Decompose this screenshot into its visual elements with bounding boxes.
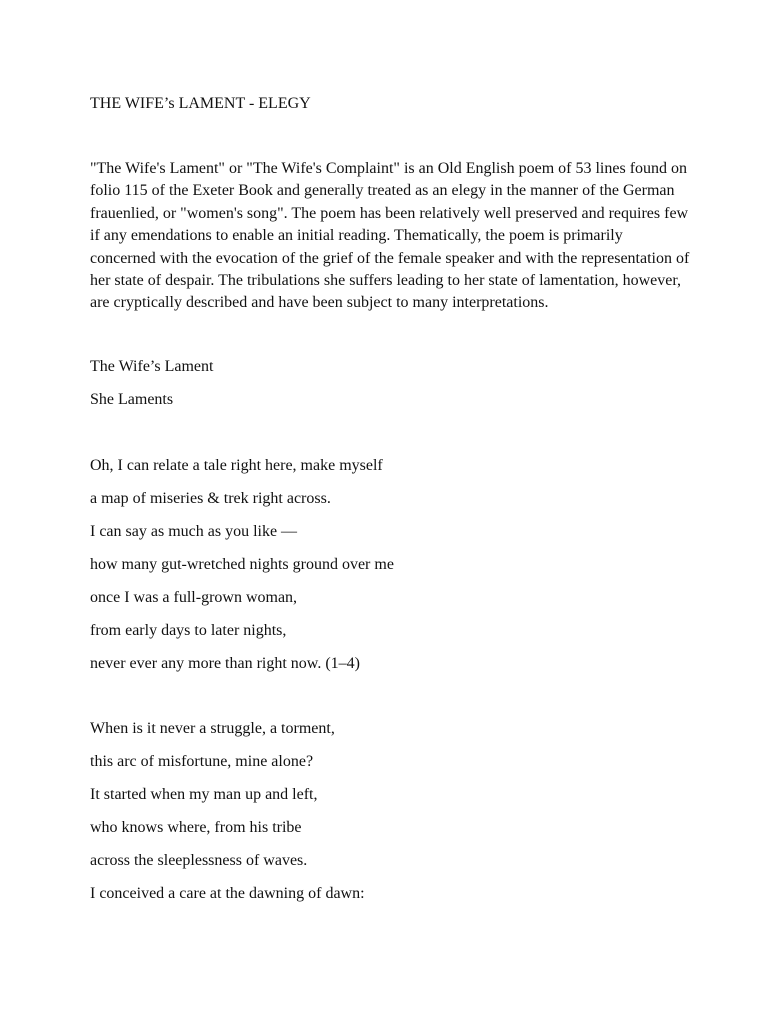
poem-line: once I was a full-grown woman, [90, 588, 298, 606]
document-page [90, 94, 690, 917]
poem-line: When is it never a struggle, a torment, [90, 719, 335, 737]
poem-line: who knows where, from his tribe [90, 818, 302, 836]
intro-paragraph: "The Wife's Lament" or "The Wife's Complaint" is an Old English poem of 53 lines found on folio 115 of the Exeter Book and generally treated as an elegy in the manner of the German frauenlied, or "women's song". The poem has been relatively well preserved and requires few if any emendations to enable an initial reading. Thematically, the poem is primarily concerned with the evocation of the grief of the female speaker and with the representation of her state of despair. The tribulations she suffers leading to her state of lamentation, however, are cryptically described and have been subject to many interpretations. [90, 160, 690, 312]
stanza-2 [90, 719, 690, 904]
poem-line: from early days to later nights, [90, 621, 287, 639]
poem-line: this arc of misfortune, mine alone? [90, 752, 314, 770]
poem-line: across the sleeplessness of waves. [90, 851, 308, 869]
poem-line: a map of miseries & trek right across. [90, 489, 331, 507]
poem-line: Oh, I can relate a tale right here, make myself [90, 456, 383, 474]
poem-line: how many gut-wretched nights ground over me [90, 555, 394, 573]
poem-line: I can say as much as you like — [90, 522, 298, 540]
poem-line: never ever any more than right now. (1–4) [90, 654, 360, 672]
poem-line: I conceived a care at the dawning of dawn: [90, 884, 365, 902]
document-title: THE WIFE’s LAMENT - ELEGY [90, 95, 311, 112]
poem-subtitle: She Laments [90, 390, 174, 408]
stanza-1 [90, 456, 690, 674]
poem-title: The Wife’s Lament [90, 357, 214, 375]
poem-line: It started when my man up and left, [90, 785, 318, 803]
